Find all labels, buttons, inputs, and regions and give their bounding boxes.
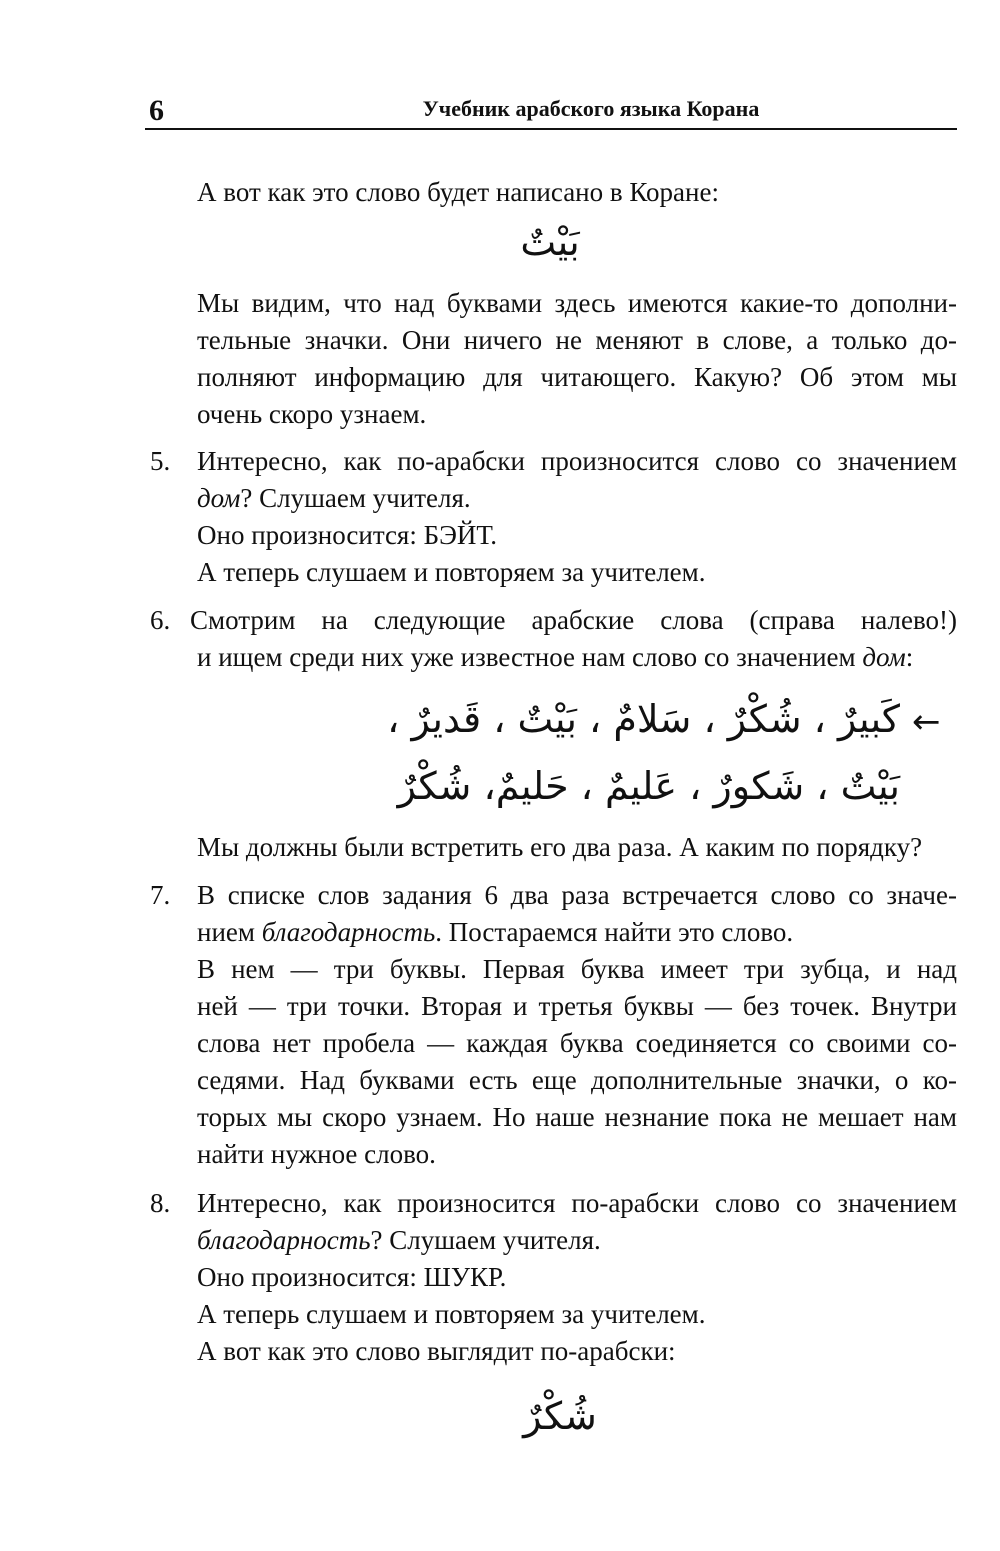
intro-para-line-3: полняют информацию для читающего. Какую? Об этом мы [197, 362, 957, 392]
item-5-line-1: Интересно, как по-арабски произносится слово со значением [197, 446, 957, 476]
item-7-para-line-6: найти нужное слово. [197, 1139, 436, 1169]
italic-word-dom: дом [862, 642, 906, 672]
item-7-number: 7. [150, 880, 171, 910]
item-8-line-4: А теперь слушаем и повторяем за учителем. [197, 1299, 706, 1329]
item-7-line-1: В списке слов задания 6 два раза встречается слово со значе- [197, 880, 957, 910]
direction-arrow-icon: ← [912, 702, 941, 742]
arabic-word-list-row-1: كَبيرٌ ، شُكْرٌ ، سَلامٌ ، بَيْتٌ ، قَديرٌ ، [387, 697, 900, 741]
italic-word-blagodarnost: благодарность [261, 917, 436, 947]
item-6-line-1: Смотрим на следующие арабские слова (справа налево!) [190, 605, 957, 635]
italic-word-dom: дом [197, 483, 241, 513]
item-5-number: 5. [150, 446, 171, 476]
italic-word-blagodarnost: благодарность [197, 1225, 371, 1255]
item-6-after-line: Мы должны были встретить его два раза. А каким по порядку? [197, 832, 923, 862]
intro-para-line-1: Мы видим, что над буквами здесь имеются какие-то дополни- [197, 288, 957, 318]
intro-line: А вот как это слово будет написано в Коране: [197, 177, 719, 207]
item-5-line-3: Оно произносится: БЭЙТ. [197, 520, 497, 550]
item-8-line-5: А вот как это слово выглядит по-арабски: [197, 1336, 676, 1366]
intro-para-line-4: очень скоро узнаем. [197, 399, 427, 429]
running-title: Учебник арабского языка Корана [422, 96, 760, 121]
item-6-number: 6. [150, 605, 171, 635]
arabic-word-shukr: شُكْرٌ [523, 1394, 597, 1438]
item-6-line-2: и ищем среди них уже известное нам слово со значением дом: [197, 642, 914, 672]
page-header [145, 92, 957, 130]
item-7-para-line-1: В нем — три буквы. Первая буква имеет три зубца, и над [197, 954, 957, 984]
item-8-line-2: благодарность? Слушаем учителя. [197, 1225, 601, 1255]
item-5-line-4: А теперь слушаем и повторяем за учителем. [197, 557, 706, 587]
arabic-word-bayt: بَيْتٌ [520, 220, 580, 264]
item-8-line-1: Интересно, как произносится по-арабски слово со значением [197, 1188, 957, 1218]
item-7-para-line-3: слова нет пробела — каждая буква соединяется со своими со- [197, 1028, 957, 1058]
item-7-para-line-5: торых мы скоро узнаем. Но наше незнание пока не мешает нам [197, 1102, 957, 1132]
item-7-line-2: нием благодарность. Постараемся найти это слово. [197, 917, 794, 947]
item-7-para-line-4: седями. Над буквами есть еще дополнительные значки, о ко- [197, 1065, 957, 1095]
item-5-line-2: дом? Слушаем учителя. [197, 483, 471, 513]
item-8-line-3: Оно произносится: ШУКР. [197, 1262, 507, 1292]
page-number: 6 [149, 94, 164, 127]
intro-para-line-2: тельные значки. Они ничего не меняют в слове, а только до- [197, 325, 957, 355]
item-8-number: 8. [150, 1188, 171, 1218]
arabic-word-list-row-2: بَيْتٌ ، شَكورٌ ، عَليمٌ ، حَليمٌ، شُكْرٌ [397, 764, 900, 808]
item-7-para-line-2: ней — три точки. Вторая и третья буквы — без точек. Внутри [197, 991, 957, 1021]
